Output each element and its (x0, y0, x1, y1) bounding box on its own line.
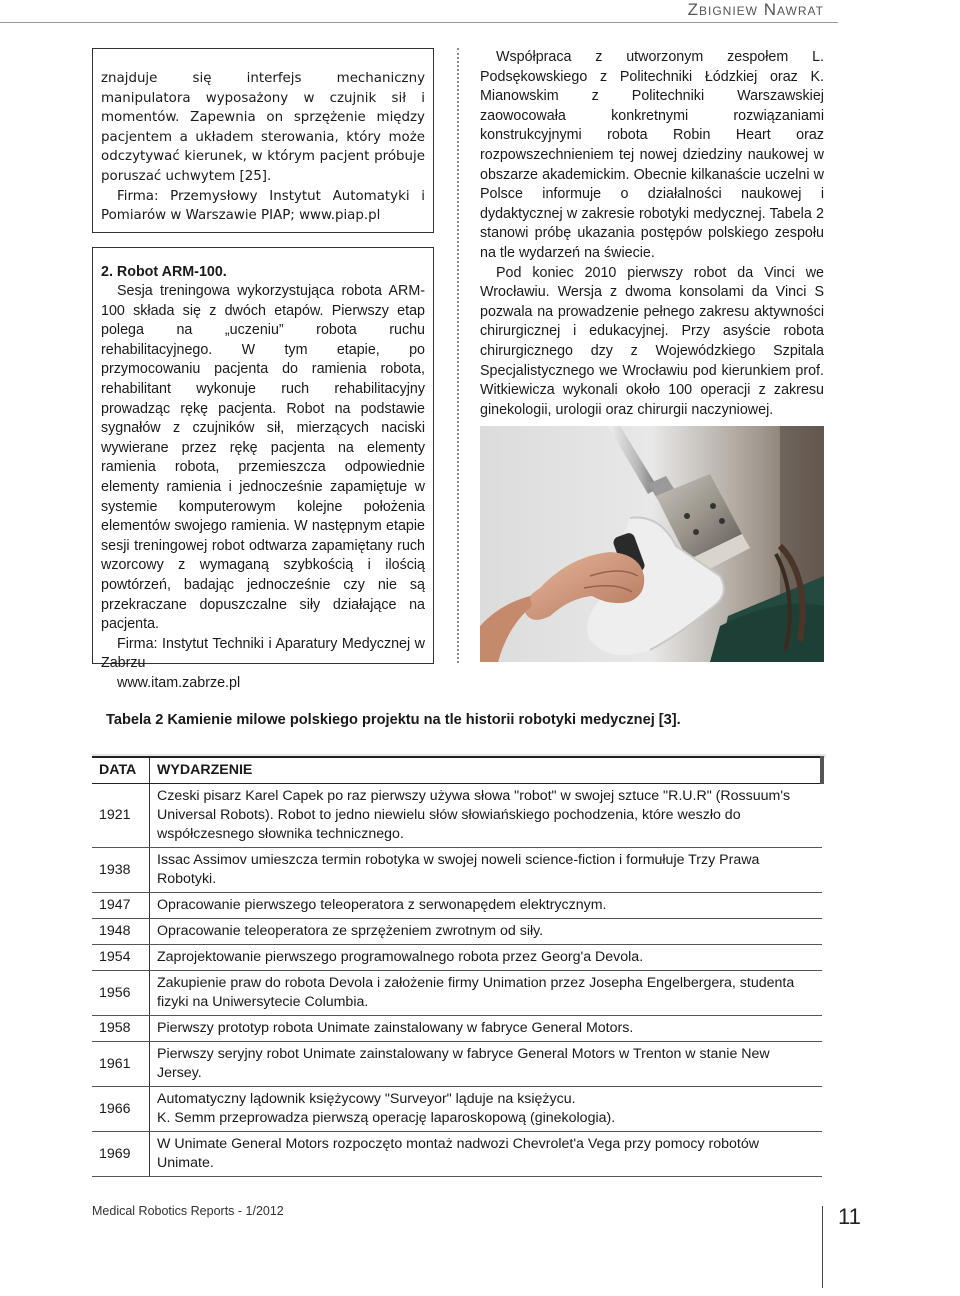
table-row (92, 893, 822, 919)
box2-paragraph-2: Firma: Instytut Techniki i Aparatury Medycznej w Zabrzu (101, 635, 425, 672)
header-rule (0, 22, 838, 23)
row-year: 1966 (92, 1087, 150, 1132)
right-column (480, 48, 824, 420)
table-row (92, 919, 822, 945)
row-year: 1947 (92, 893, 150, 919)
row-event: W Unimate General Motors rozpoczęto montaż nadwozi Chevrolet'a Vega przy pomocy robotów Unimate. (150, 1132, 823, 1177)
right-paragraph-1: Współpraca z utworzonym zespołem L. Podsękowskiego z Politechniki Łódzkiej oraz K. Mianowskim z Politechniki Warszawskiej zaowocowała konkretnymi rozwiązaniami konstrukcyjnymi robota Robin Heart oraz rozpowszechnieniem tej nowej dziedziny naukowej w obszarze akademickim. Obecnie kilkanaście uczelni w Polsce informuje o działalności naukowej i dydaktycznej w zakresie robotyki medycznej. Tabela 2 stanowi próbę ukazania postępów polskiego zespołu na tle wydarzeń na świecie. (480, 49, 824, 261)
table-row (92, 971, 822, 1016)
table-row (92, 848, 822, 893)
box1-paragraph-2: Firma: Przemysłowy Instytut Automatyki i Pomiarów w Warszawie PIAP; www.piap.pl (101, 188, 425, 224)
row-year: 1956 (92, 971, 150, 1016)
table-row (92, 1042, 822, 1087)
box2-heading: 2. Robot ARM-100. (101, 264, 227, 280)
row-event-line: Automatyczny lądownik księżycowy "Surveyor" ląduje na księżycu. (157, 1091, 576, 1107)
column-header-date: DATA (92, 757, 150, 784)
row-year: 1961 (92, 1042, 150, 1087)
footer-rule (822, 1206, 823, 1288)
page-number: 11 (838, 1204, 861, 1229)
textbox-arm100 (92, 247, 434, 691)
right-paragraph-2: Pod koniec 2010 pierwszy robot da Vinci we Wrocławiu. Wersja z dwoma konsolami da Vinci S pozwala na prowadzenie pełnego zakresu aktywności chirurgicznej i edukacyjnej. Przy asyście robota chirurgicznego dzy z Wojewódzkiego Szpitala Specjalistycznego we Wrocławiu pod kierunkiem prof. Witkiewicza wykonali około 100 operacji z zakresu ginekologii, urologii oraz chirurgii naczyniowej. (480, 264, 824, 418)
robot-handle-photo (480, 426, 824, 662)
column-header-event: WYDARZENIE (150, 757, 823, 784)
row-event: Zakupienie praw do robota Devola i założenie firmy Unimation przez Josepha Engelbergera, studenta fizyki na Uniwersytecie Columbia. (150, 971, 823, 1016)
table-row (92, 1132, 822, 1177)
table-caption: Tabela 2 Kamienie milowe polskiego projektu na tle historii robotyki medycznej [3]. (106, 712, 681, 728)
header-author: Zbigniew Nawrat (687, 0, 824, 19)
box1-paragraph-1: znajduje się interfejs mechaniczny manipulatora wyposażony w czujnik sił i momentów. Zapewnia on sprzężenie między pacjentem a układem sterowania, który może odczytywać kierunek, w którym pacjent próbuje poruszać uchwytem [25]. (101, 71, 425, 184)
table-row (92, 1016, 822, 1042)
row-event: Czeski pisarz Karel Capek po raz pierwszy używa słowa "robot" w swojej sztuce "R.U.R" (Rossuum's Universal Robots). Robot to jedno niewielu słów słowiańskiego pochodzenia, które weszło do współczesnego słownika technicznego. (150, 784, 823, 848)
row-year: 1921 (92, 784, 150, 848)
table-row (92, 1087, 822, 1132)
table-header-row (92, 757, 822, 784)
column-divider (457, 48, 459, 663)
row-event: Zaprojektowanie pierwszego programowalnego robota przez Georg'a Devola. (150, 945, 823, 971)
row-year: 1948 (92, 919, 150, 945)
table-row (92, 945, 822, 971)
row-event: Pierwszy prototyp robota Unimate zainstalowany w fabryce General Motors. (150, 1016, 823, 1042)
row-event (150, 1087, 823, 1132)
row-event: Issac Assimov umieszcza termin robotyka w swojej noweli science-fiction i formułuje Trzy Prawa Robotyki. (150, 848, 823, 893)
textbox-piap (92, 48, 434, 233)
row-year: 1969 (92, 1132, 150, 1177)
box2-paragraph-1: Sesja treningowa wykorzystująca robota ARM-100 składa się z dwóch etapów. Pierwszy etap polega na „uczeniu” robota ruchu rehabilitacyjnego. W tym etapie, po przymocowaniu pacjenta do ramienia robota, rehabilitant wykonuje ruch rehabilitacyjny prowadząc rękę pacjenta. Robot na podstawie sygnałów z czujników sił, mierzących naciski wywierane przez rękę pacjenta na elementy ramienia robota, przemieszcza odpowiednie elementy ramienia i jednocześnie zapamiętuje w systemie komputerowym kolejne położenia elementów swojego ramienia. W następnym etapie sesji treningowej robot odtwarza zapamiętany ruch wzorcowy z wymaganą szybkością i ilością powtórzeń, badając jednocześnie czy nie są przekraczane dopuszczalne siły działające na pacjenta. (101, 283, 425, 633)
row-year: 1954 (92, 945, 150, 971)
row-year: 1958 (92, 1016, 150, 1042)
footer-journal: Medical Robotics Reports - 1/2012 (92, 1204, 284, 1218)
row-event: Pierwszy seryjny robot Unimate zainstalowany w fabryce General Motors w Trenton w stanie New Jersey. (150, 1042, 823, 1087)
box2-paragraph-3: www.itam.zabrze.pl (117, 674, 241, 691)
row-event: Opracowanie pierwszego teleoperatora z serwonapędem elektrycznym. (150, 893, 823, 919)
table-row (92, 784, 822, 848)
row-year: 1938 (92, 848, 150, 893)
milestones-table (92, 756, 824, 1177)
row-event: Opracowanie teleoperatora ze sprzężeniem zwrotnym od siły. (150, 919, 823, 945)
row-event-line: K. Semm przeprowadza pierwszą operację laparoskopową (ginekologia). (157, 1110, 616, 1126)
